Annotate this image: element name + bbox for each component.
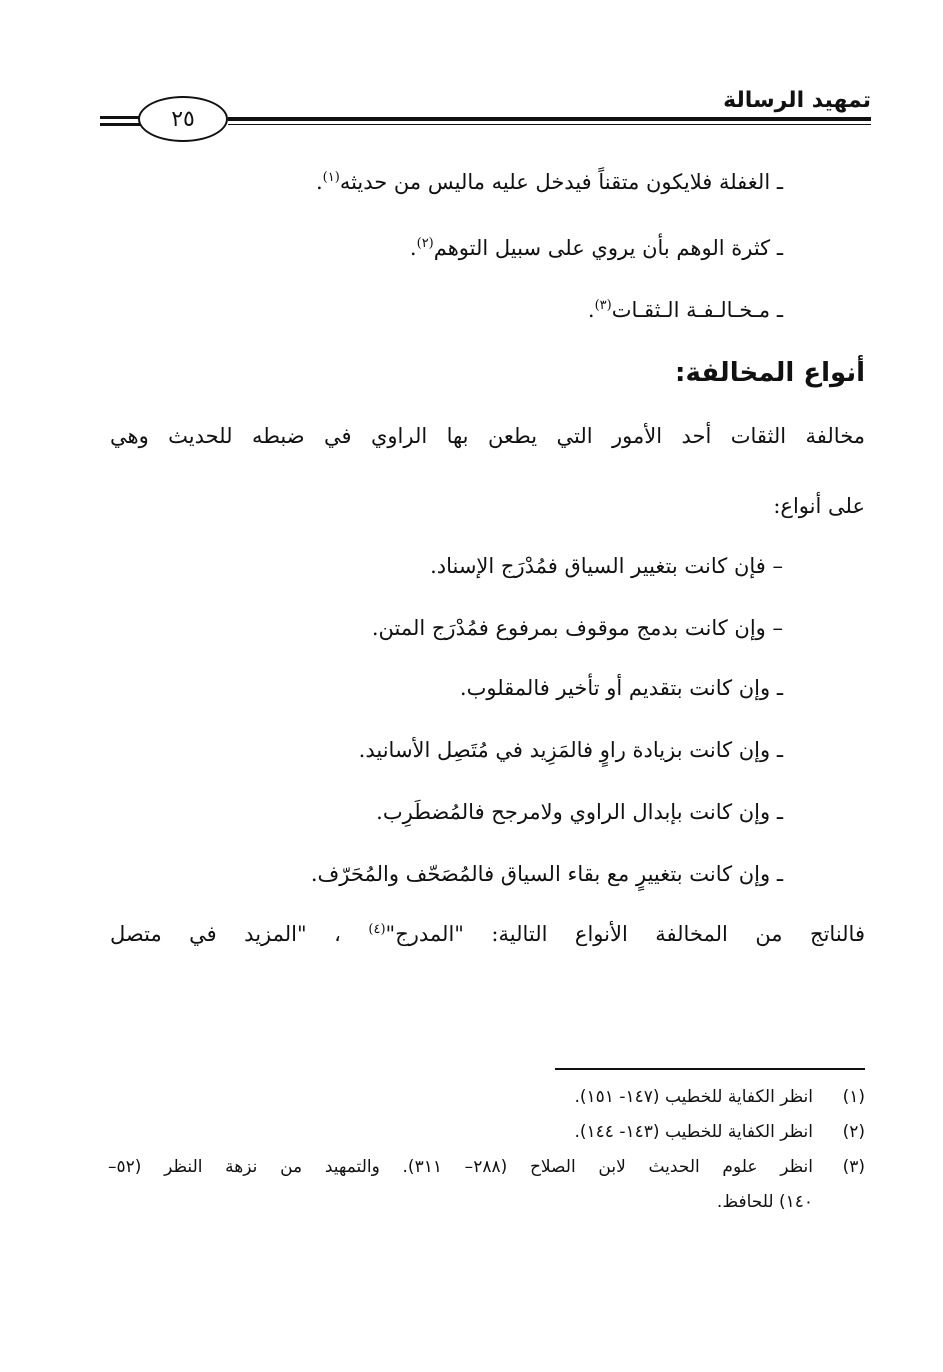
footnote [575,1121,866,1143]
footnote-mark: (٣) [842,1157,865,1177]
paragraph-line: مخالفة الثقات أحد الأمور التي يطعن بها الراوي في ضبطه للحديث وهي [110,424,865,448]
header-rule-thin [228,124,871,125]
footnote-text: انظر علوم الحديث لابن الصلاح (٢٨٨– ٣١١). والتمهيد من نزهة النظر (٥٢– [108,1157,813,1177]
paragraph-text: ، "المزيد في متصل [110,922,369,946]
footnote-text: انظر الكفاية للخطيب (١٤٣- ١٤٤). [574,1122,813,1142]
footnote-text: انظر الكفاية للخطيب (١٤٧- ١٥١). [574,1087,813,1107]
section-heading: أنواع المخالفة: [675,358,865,388]
list-item: ـ وإن كانت بزيادة راوٍ فالمَزِيد في مُتَصِل الأسانيد. [358,738,783,762]
list-item [588,298,783,323]
list-item: ـ وإن كانت بتغييرٍ مع بقاء السياق فالمُصَحّف والمُحَرّف. [310,862,783,886]
paragraph-text: فالناتج من المخالفة الأنواع التالية: "المدرج" [385,922,865,946]
paragraph-line: على أنواع: [773,494,865,518]
list-item-end: . [315,170,323,194]
page-number [138,96,228,142]
list-item-end: . [587,298,595,322]
footnote-ref[interactable]: (٤) [368,922,386,937]
footnote-mark: (١) [842,1087,865,1107]
list-item: ـ وإن كانت بتقديم أو تأخير فالمقلوب. [459,676,783,700]
footnote-separator [555,1068,865,1070]
header-rule-left-top [100,116,140,119]
running-title: تمهيد الرسالة [723,88,871,113]
footnote-ref[interactable]: (١) [322,170,340,185]
footnote-mark: (٢) [842,1122,865,1142]
header-rule-left-bottom [100,123,140,126]
list-item-text: ـ الغفلة فلايكون متقناً فيدخل عليه ماليس من حديثه [339,170,783,194]
list-item: ـ وإن كانت بإبدال الراوي ولامرجح فالمُضطَرِب. [376,800,783,824]
list-item: – وإن كانت بدمج موقوف بمرفوع فمُدْرَج المتن. [371,616,783,640]
header-rule-thick [228,117,871,121]
list-item: – فإن كانت بتغيير السياق فمُدْرَج الإسناد. [430,554,783,578]
list-item-end: . [409,236,417,260]
footnote-ref[interactable]: (٢) [416,236,434,251]
list-item [410,236,783,261]
footnote [108,1156,865,1178]
footnote-continuation: ١٤٠) للحافظ. [716,1192,813,1212]
page-number-text: ٢٥ [171,106,195,132]
footnote [575,1086,866,1108]
list-item-text: ـ كثرة الوهم بأن يروي على سبيل التوهم [433,236,783,260]
paragraph-line [110,922,865,947]
list-item [316,170,783,195]
list-item-text: ـ مـخـالـفـة الـثقـات [611,298,783,322]
footnote-ref[interactable]: (٣) [594,298,612,313]
